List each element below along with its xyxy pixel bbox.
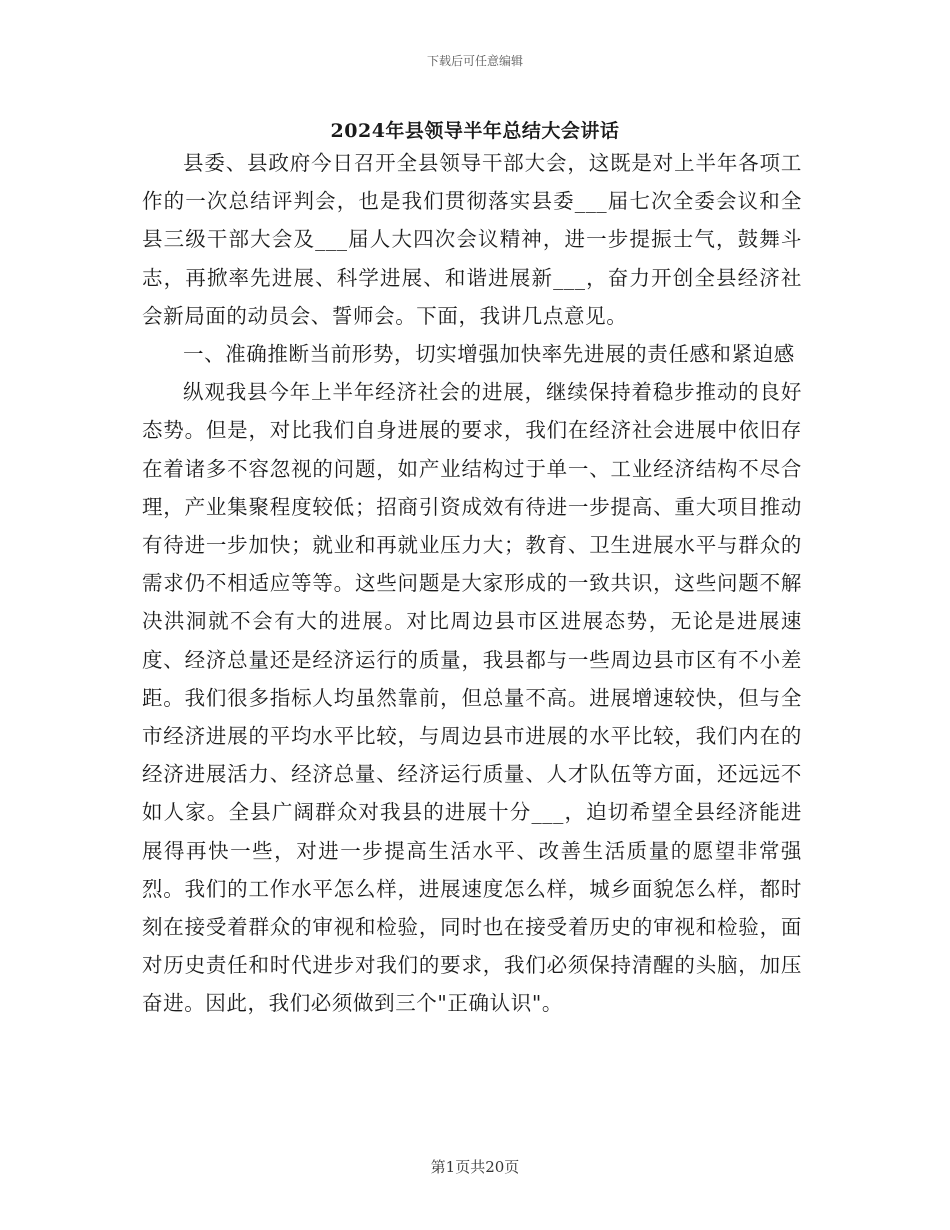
paragraph-section-heading: 一、准确推断当前形势，切实增强加快率先进展的责任感和紧迫感 bbox=[183, 342, 795, 367]
document-body bbox=[142, 144, 802, 1023]
page-header-note: 下载后可任意编辑 bbox=[426, 54, 523, 68]
paragraph-situation: 纵观我县今年上半年经济社会的进展，继续保持着稳步推动的良好态势。但是，对比我们自身进展的要求，我们在经济社会进展中依旧存在着诸多不容忽视的问题，如产业结构过于单一、工业经济结构不尽合理，产业集聚程度较低；招商引资成效有待进一步提高、重大项目推动有待进一步加快；就业和再就业压力大；教育、卫生进展水平与群众的需求仍不相适应等等。这些问题是大家形成的一致共识，这些问题不解决洪洞就不会有大的进展。对比周边县市区进展态势，无论是进展速度、经济总量还是经济运行的质量，我县都与一些周边县市区有不小差距。我们很多指标人均虽然靠前，但总量不高。进展增速较快，但与全市经济进展的平均水平比较，与周边县市进展的水平比较，我们内在的经济进展活力、经济总量、经济运行质量、人才队伍等方面，还远远不如人家。全县广阔群众对我县的进展十分___，迫切希望全县经济能进展得再快一些，对进一步提高生活水平、改善生活质量的愿望非常强烈。我们的工作水平怎么样，进展速度怎么样，城乡面貌怎么样，都时刻在接受着群众的审视和检验，同时也在接受着历史的审视和检验，面对历史责任和时代进步对我们的要求，我们必须保持清醒的头脑，加压奋进。因此，我们必须做到三个"正确认识"。 bbox=[142, 380, 802, 1016]
page-number: 第1页共20页 bbox=[430, 1158, 520, 1176]
document-title: 2024年县领导半年总结大会讲话 bbox=[330, 120, 620, 142]
paragraph-intro: 县委、县政府今日召开全县领导干部大会，这既是对上半年各项工作的一次总结评判会，也是我们贯彻落实县委___届七次全委会议和全县三级干部大会及___届人大四次会议精神，进一步提振士气，鼓舞斗志，再掀率先进展、科学进展、和谐进展新___，奋力开创全县经济社会新局面的动员会、誓师会。下面，我讲几点意见。 bbox=[142, 151, 802, 328]
